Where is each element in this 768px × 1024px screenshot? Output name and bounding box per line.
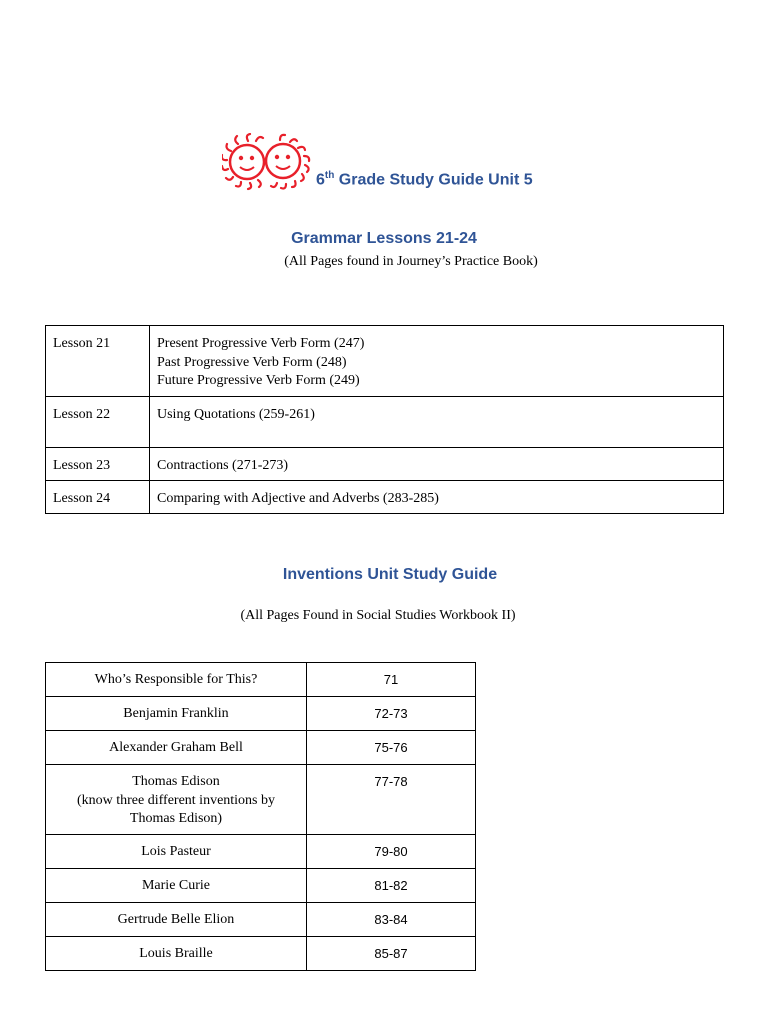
- pages-cell: 81-82: [307, 869, 476, 903]
- table-row: [46, 731, 476, 765]
- topics-cell: [150, 326, 724, 397]
- topic-line: Present Progressive Verb Form (247): [157, 336, 365, 351]
- table-row: [46, 937, 476, 971]
- table-row: [46, 663, 476, 697]
- inventions-table: [45, 662, 476, 971]
- title-rest: Grade Study Guide Unit 5: [334, 171, 533, 189]
- table-row: [46, 765, 476, 835]
- table-row: [46, 326, 724, 397]
- table-row: [46, 397, 724, 448]
- topic-line: Comparing with Adjective and Adverbs (283-285): [157, 491, 439, 506]
- inventor-line: Lois Pasteur: [141, 844, 211, 859]
- inventor-line: Thomas Edison: [132, 774, 220, 789]
- inventor-line: Who’s Responsible for This?: [94, 672, 258, 687]
- table-row: [46, 481, 724, 514]
- lesson-cell: Lesson 22: [46, 397, 150, 448]
- page-title: [316, 170, 533, 189]
- topics-cell: [150, 397, 724, 448]
- inventions-heading: Inventions Unit Study Guide: [282, 566, 498, 583]
- lesson-cell: Lesson 24: [46, 481, 150, 514]
- title-superscript: th: [324, 170, 335, 181]
- pages-cell: 85-87: [307, 937, 476, 971]
- pages-cell: 75-76: [307, 731, 476, 765]
- pages-cell: 72-73: [307, 697, 476, 731]
- table-row: [46, 903, 476, 937]
- inventor-line: Benjamin Franklin: [123, 706, 229, 721]
- inventions-note: (All Pages Found in Social Studies Workbook II): [240, 608, 516, 623]
- inventor-line: Alexander Graham Bell: [109, 740, 243, 755]
- inventor-cell: [46, 869, 307, 903]
- pages-cell: 71: [307, 663, 476, 697]
- inventor-line: Louis Braille: [139, 946, 213, 961]
- pages-cell: 79-80: [307, 835, 476, 869]
- topics-cell: [150, 448, 724, 481]
- table-row: [46, 835, 476, 869]
- grammar-heading: Grammar Lessons 21-24: [291, 230, 477, 247]
- pages-cell: 77-78: [307, 765, 476, 835]
- topic-line: Past Progressive Verb Form (248): [157, 354, 347, 370]
- table-row: [46, 697, 476, 731]
- sun-faces-logo-icon: [222, 133, 312, 191]
- inventor-cell: [46, 765, 307, 835]
- table-row: [46, 869, 476, 903]
- pages-cell: 83-84: [307, 903, 476, 937]
- inventor-cell: [46, 937, 307, 971]
- topic-line: Future Progressive Verb Form (249): [157, 373, 360, 388]
- inventor-cell: [46, 731, 307, 765]
- table-row: [46, 448, 724, 481]
- title-prefix: 6: [316, 171, 325, 189]
- inventor-line: Gertrude Belle Elion: [117, 912, 235, 927]
- inventor-cell: [46, 697, 307, 731]
- inventor-cell: [46, 903, 307, 937]
- inventor-cell: [46, 835, 307, 869]
- topic-line: Contractions (271-273): [157, 458, 289, 473]
- lesson-cell: Lesson 21: [46, 326, 150, 397]
- topics-cell: [150, 481, 724, 514]
- inventor-line: (know three different inventions by: [76, 792, 276, 808]
- inventor-line: Marie Curie: [141, 878, 211, 893]
- grammar-note: (All Pages found in Journey’s Practice Book): [284, 254, 538, 269]
- inventor-cell: [46, 663, 307, 697]
- topic-line: Using Quotations (259-261): [157, 407, 315, 422]
- lesson-cell: Lesson 23: [46, 448, 150, 481]
- grammar-table: [45, 325, 724, 514]
- inventor-line: Thomas Edison): [129, 811, 223, 826]
